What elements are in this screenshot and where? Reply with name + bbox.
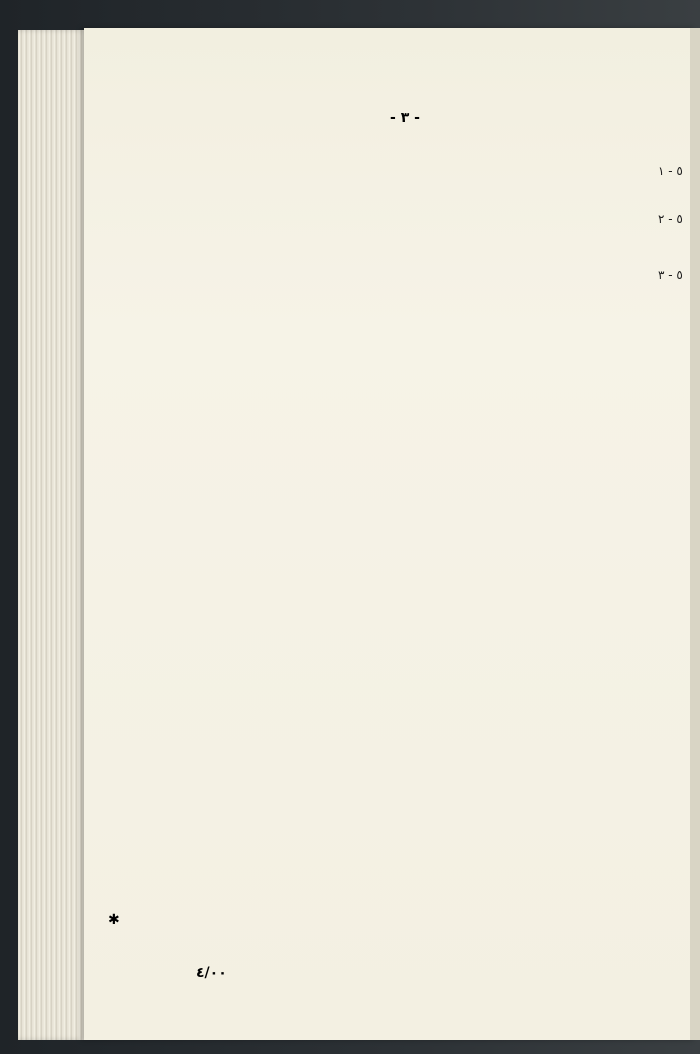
item-number: ٥ - ١ (658, 164, 683, 178)
document-page (84, 28, 696, 1040)
page-number: - ٣ - (390, 110, 420, 126)
footer-code: ٤/٠٠ (196, 965, 227, 981)
margin-star-icon: ✱ (108, 912, 120, 928)
item-number: ٥ - ٢ (658, 212, 683, 226)
item-number: ٥ - ٣ (658, 268, 683, 282)
page-right-edge (690, 28, 700, 1040)
